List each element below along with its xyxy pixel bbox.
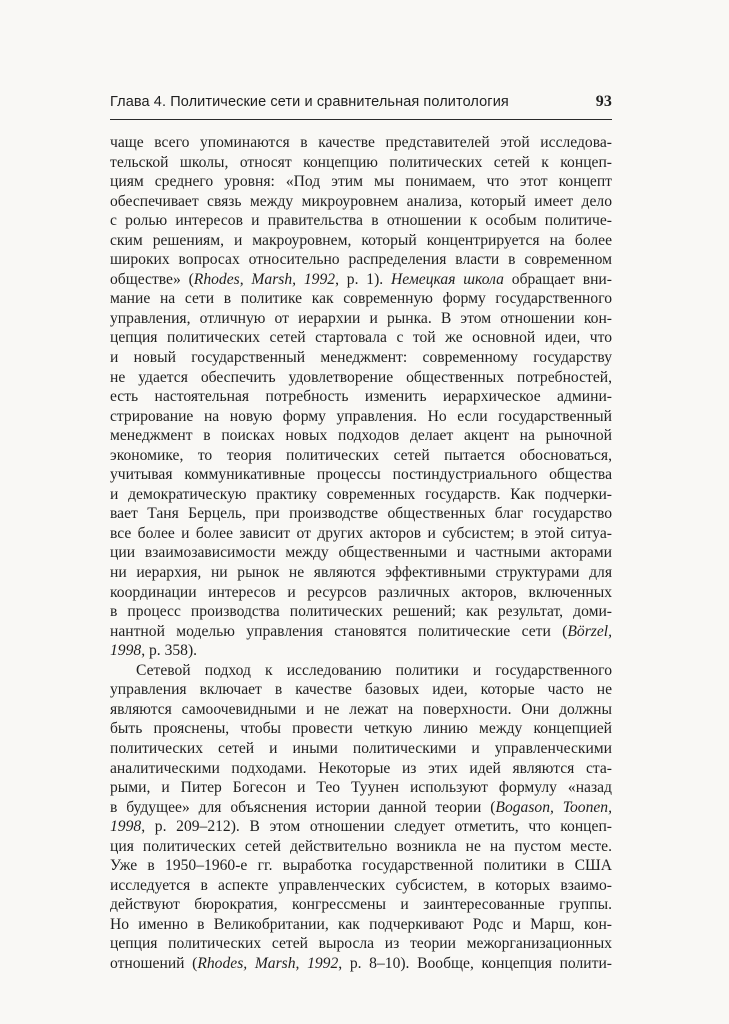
text-line: управления, отличную от иерархии и рынка. В этом отношении кон- (110, 309, 612, 327)
text-line: рыми, и Питер Богесон и Тео Туунен используют формулу «назад (110, 779, 612, 797)
text-line: ции взаимозависимости между общественными и частными акторами (110, 544, 612, 562)
text-line: исследуется в аспекте управленческих субсистем, в которых взаимо- (110, 876, 612, 894)
text-line: экономике, то теория политических сетей пытается обосноваться, (110, 446, 612, 464)
text-line: быть прояснены, чтобы провести четкую линию между концепцией (110, 720, 612, 738)
running-head (110, 92, 612, 116)
text-line: отношений (Rhodes, Marsh, 1992, p. 8–10). Вообще, концепция полити- (110, 954, 612, 972)
text-line: с ролью интересов и правительства в отношении к особым политиче- (110, 212, 612, 230)
text-line: циям среднего уровня: «Под этим мы понимаем, что этот концепт (110, 173, 612, 191)
text-line: в будущее» для объяснения истории данной теории (Bogason, Toonen, (110, 798, 612, 816)
text-line: ским решениям, и макроуровнем, который концентрируется на более (110, 231, 612, 249)
text-line: цепция политических сетей стартовала с той же основной идеи, что (110, 329, 612, 347)
header-rule (110, 119, 612, 120)
text-line: Сетевой подход к исследованию политики и государственного (136, 661, 612, 679)
text-line: в процесс производства политических решений; как результат, доми- (110, 603, 612, 621)
text-line: аналитическими подходами. Некоторые из этих идей являются ста- (110, 759, 612, 777)
text-line: тельской школы, относят концепцию политических сетей к концеп- (110, 153, 612, 171)
text-line: менеджмент в поисках новых подходов делает акцент на рыночной (110, 427, 612, 445)
text-line: 1998, p. 209–212). В этом отношении следует отметить, что концеп- (110, 818, 612, 836)
paragraph (110, 133, 612, 661)
text-line: нантной моделью управления становятся политические сети (Börzel, (110, 622, 612, 640)
text-line: есть настоятельная потребность изменить иерархическое админи- (110, 388, 612, 406)
text-line: не удается обеспечить удовлетворение общественных потребностей, (110, 368, 612, 386)
chapter-running-title: Глава 4. Политические сети и сравнительная политология (110, 94, 509, 110)
text-line: управления включает в качестве базовых идеи, которые часто не (110, 681, 612, 699)
text-line: политических сетей и иными политическими и управленческими (110, 739, 612, 757)
text-line: ция политических сетей действительно возникла не на пустом месте. (110, 837, 612, 855)
text-line: и новый государственный менеджмент: современному государству (110, 349, 612, 367)
text-line: стрирование на новую форму управления. Но если государственный (110, 407, 612, 425)
text-line: Уже в 1950–1960-е гг. выработка государственной политики в США (110, 857, 612, 875)
text-line: учитывая коммуникативные процессы постиндустриального общества (110, 466, 612, 484)
text-line: являются самоочевидными и не лежат на поверхности. Они должны (110, 700, 612, 718)
body-text (110, 133, 612, 974)
text-line: цепция политических сетей выросла из теории межорганизационных (110, 935, 612, 953)
text-line: 1998, p. 358). (110, 642, 198, 660)
text-line: действуют бюрократия, конгрессмены и заинтересованные группы. (110, 896, 612, 914)
text-line: и демократическую практику современных государств. Как подчерки- (110, 485, 612, 503)
page-number: 93 (595, 93, 612, 110)
paragraph (110, 661, 612, 974)
text-line: вает Таня Берцель, при производстве общественных благ государство (110, 505, 612, 523)
text-line: чаще всего упоминаются в качестве представителей этой исследова- (110, 134, 612, 151)
text-line: обеспечивает связь между микроуровнем анализа, который имеет дело (110, 192, 612, 210)
text-line: все более и более зависит от других акторов и субсистем; в этой ситуа- (110, 524, 612, 542)
text-line: обществе» (Rhodes, Marsh, 1992, p. 1). Немецкая школа обращает вни- (110, 270, 612, 288)
text-line: координации интересов и ресурсов различных акторов, включенных (110, 583, 612, 601)
text-line: Но именно в Великобритании, как подчеркивают Родс и Марш, кон- (110, 915, 612, 933)
text-line: мание на сети в политике как современную форму государственного (110, 290, 612, 308)
text-line: широких вопросах относительно распределения власти в современном (110, 251, 612, 269)
text-line: ни иерархия, ни рынок не являются эффективными структурами для (110, 564, 612, 582)
